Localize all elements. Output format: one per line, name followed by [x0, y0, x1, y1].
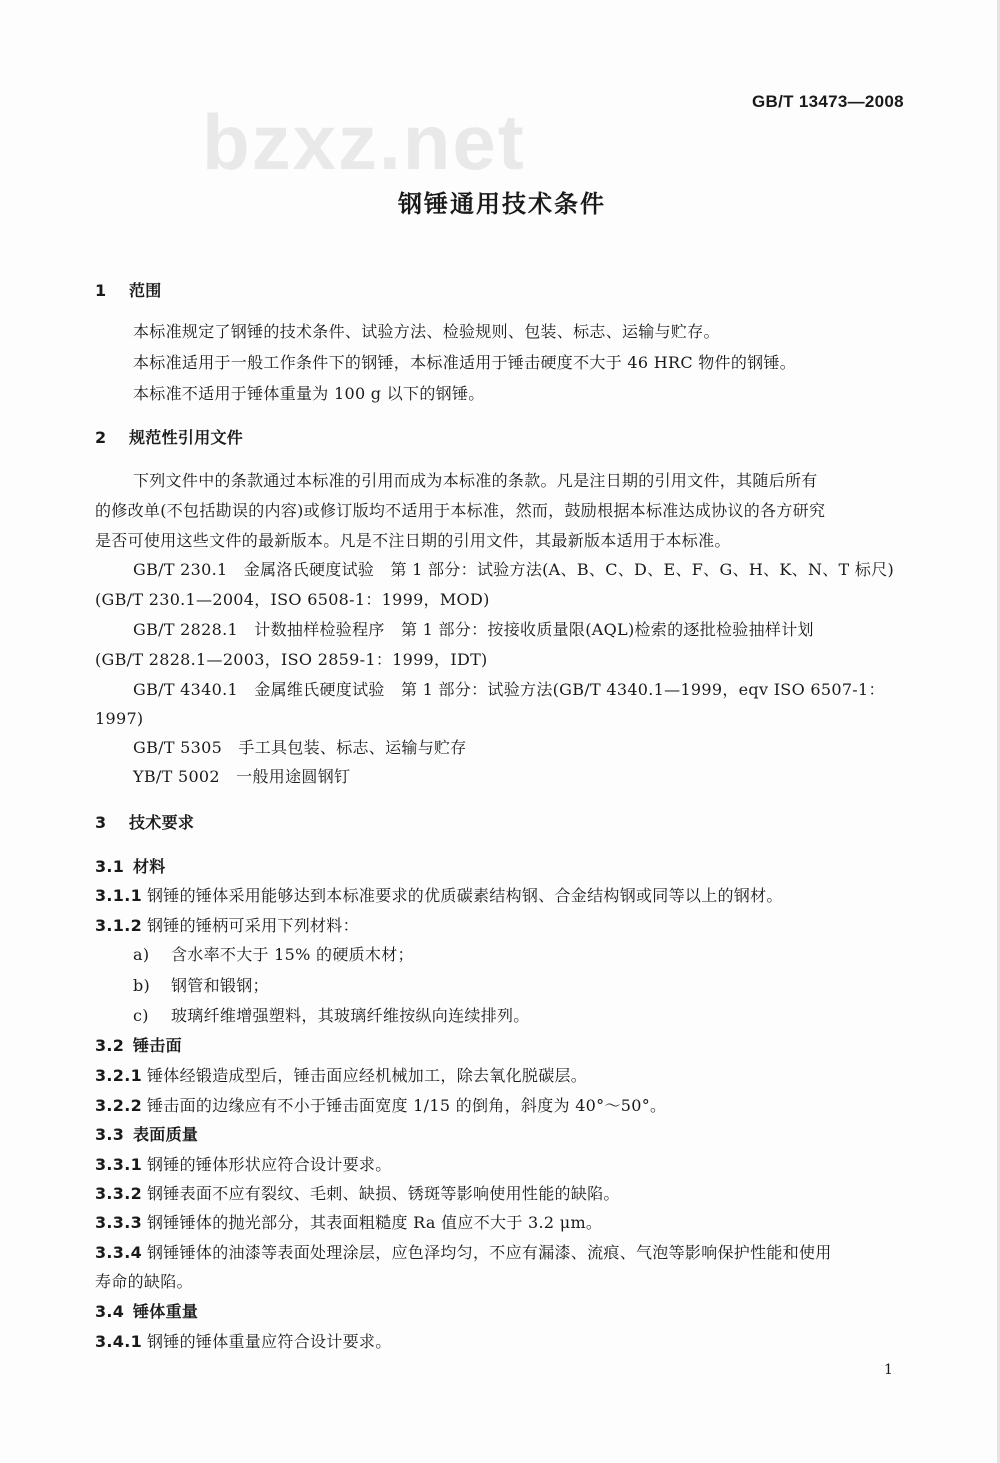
paragraph: 本标准不适用于锤体重量为 100 g 以下的钢锤。 — [133, 384, 485, 403]
subsection-heading: 3.1 材料 — [95, 857, 166, 876]
reference-item: (GB/T 2828.1—2003，ISO 2859-1：1999，IDT) — [95, 650, 488, 669]
subsection-heading: 3.4 锤体重量 — [95, 1302, 199, 1321]
reference-item: GB/T 230.1 金属洛氏硬度试验 第 1 部分：试验方法(A、B、C、D、E、F、G、H、K、N、T 标尺) — [133, 560, 895, 579]
watermark: bzxz.net — [202, 98, 526, 186]
reference-item: GB/T 4340.1 金属维氏硬度试验 第 1 部分：试验方法(GB/T 4340.1—1999，eqv ISO 6507-1： — [133, 680, 885, 699]
list-item: a) 含水率不大于 15% 的硬质木材； — [133, 945, 414, 964]
reference-item: (GB/T 230.1—2004，ISO 6508-1：1999，MOD) — [95, 590, 490, 609]
clause: 3.1.2 钢锤的锤柄可采用下列材料： — [95, 916, 359, 935]
clause: 3.2.1 锤体经锻造成型后，锤击面应经机械加工，除去氧化脱碳层。 — [95, 1066, 588, 1085]
reference-item: 1997) — [95, 709, 144, 728]
reference-item: YB/T 5002 一般用途圆钢钉 — [133, 767, 351, 786]
paragraph: 是否可使用这些文件的最新版本。凡是不注日期的引用文件，其最新版本适用于本标准。 — [95, 531, 731, 550]
clause: 3.3.1 钢锤的锤体形状应符合设计要求。 — [95, 1155, 392, 1174]
reference-item: GB/T 5305 手工具包装、标志、运输与贮存 — [133, 738, 467, 757]
clause: 3.3.4 钢锤锤体的油漆等表面处理涂层，应色泽均匀，不应有漏漆、流痕、气泡等影响保护性能和使用 — [95, 1243, 832, 1262]
section-heading-1: 1 范围 — [95, 281, 162, 300]
list-item: c) 玻璃纤维增强塑料，其玻璃纤维按纵向连续排列。 — [133, 1006, 530, 1025]
paragraph: 本标准规定了钢锤的技术条件、试验方法、检验规则、包装、标志、运输与贮存。 — [133, 322, 720, 341]
subsection-heading: 3.2 锤击面 — [95, 1036, 182, 1055]
standard-number: GB/T 13473—2008 — [752, 92, 904, 111]
clause: 3.3.2 钢锤表面不应有裂纹、毛刺、缺损、锈斑等影响使用性能的缺陷。 — [95, 1184, 620, 1203]
list-item: b) 钢管和锻钢； — [133, 976, 269, 995]
clause: 3.4.1 钢锤的锤体重量应符合设计要求。 — [95, 1332, 392, 1351]
clause-continuation: 寿命的缺陷。 — [95, 1272, 193, 1291]
paragraph: 下列文件中的条款通过本标准的引用而成为本标准的条款。凡是注日期的引用文件，其随后所有 — [133, 471, 818, 490]
subsection-heading: 3.3 表面质量 — [95, 1125, 199, 1144]
clause: 3.3.3 钢锤锤体的抛光部分，其表面粗糙度 Ra 值应不大于 3.2 μm。 — [95, 1213, 603, 1232]
section-heading-2: 2 规范性引用文件 — [95, 428, 244, 447]
clause: 3.2.2 锤击面的边缘应有不小于锤击面宽度 1/15 的倒角，斜度为 40°～50°。 — [95, 1096, 667, 1115]
reference-item: GB/T 2828.1 计数抽样检验程序 第 1 部分：按接收质量限(AQL)检索的逐批检验抽样计划 — [133, 620, 814, 639]
clause: 3.1.1 钢锤的锤体采用能够达到本标准要求的优质碳素结构钢、合金结构钢或同等以上的钢材。 — [95, 886, 783, 905]
paragraph: 本标准适用于一般工作条件下的钢锤，本标准适用于锤击硬度不大于 46 HRC 物件的钢锤。 — [133, 353, 797, 372]
section-heading-3: 3 技术要求 — [95, 813, 195, 832]
paragraph: 的修改单(不包括勘误的内容)或修订版均不适用于本标准，然而，鼓励根据本标准达成协议的各方研究 — [95, 501, 826, 520]
page-number: 1 — [884, 1362, 893, 1378]
document-title: 钢锤通用技术条件 — [398, 190, 606, 218]
